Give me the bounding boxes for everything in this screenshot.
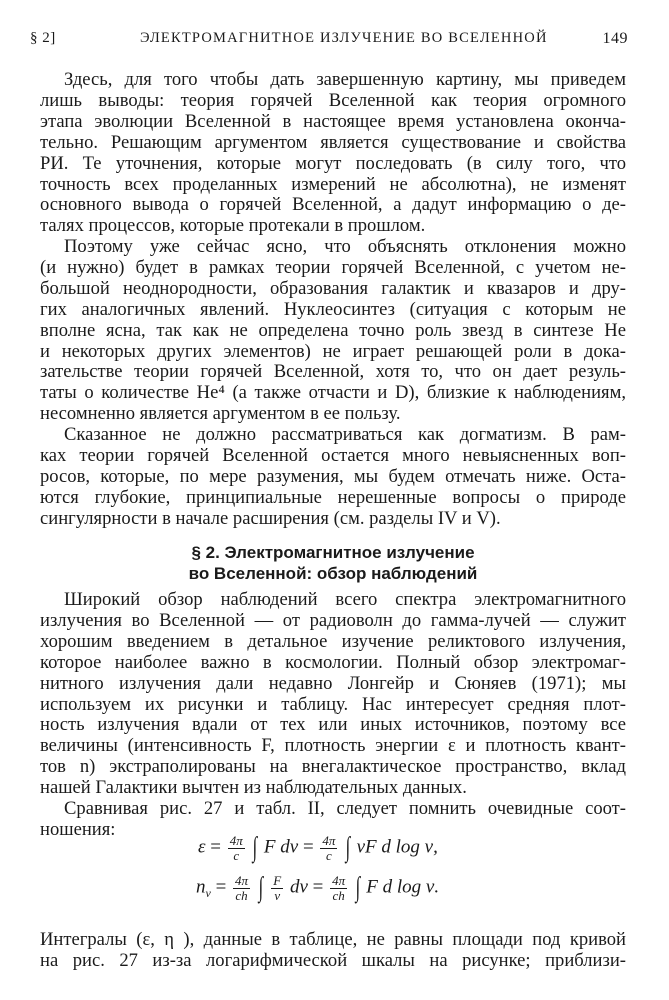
section-heading-line-1: § 2. Электромагнитное излучение (191, 543, 475, 562)
fraction-denominator: ch (332, 887, 345, 903)
text-line: сингулярности в начале расширения (см. разделы IV и V). (40, 507, 501, 529)
text-line: используем их рисунки и таблицу. Нас интересует средняя плот- (40, 693, 626, 715)
fraction-denominator: ch (235, 887, 248, 903)
text-line: точность всех проделанных измерений не абсолютна), не изменят (40, 173, 626, 195)
equals-sign: = (215, 876, 227, 898)
integrand: dν (289, 876, 308, 898)
text-line: Интегралы (ε, η ), данные в таблице, не равны площади под кривой (40, 929, 626, 950)
text-line: росов, которые, по мере разумения, мы будем отмечать ниже. Оста- (40, 465, 626, 487)
section-heading-line-2: во Вселенной: обзор наблюдений (188, 564, 478, 583)
fraction (233, 874, 250, 903)
integral-sign: ∫ (258, 872, 263, 903)
text-line: тельно. Решающим аргументом является существование и свойства (40, 131, 626, 153)
text-line: нашей Галактики вычтен из наблюдательных данных. (40, 777, 467, 799)
paragraph-1 (40, 70, 626, 237)
text-line: Поэтому уже сейчас ясно, что объяснять отклонения можно (64, 236, 626, 257)
text-line: ность излучения вдали от тех или иных источников, поэтому все (40, 714, 626, 736)
text-line: (и нужно) будет в рамках теории горячей Вселенной, с учетом не- (40, 256, 626, 278)
text-line: Широкий обзор наблюдений всего спектра электромагнитного (64, 589, 626, 610)
paragraph-6 (40, 930, 626, 972)
integrand: νF d log ν, (356, 836, 438, 858)
fraction (320, 834, 337, 863)
paragraph-3 (40, 425, 626, 530)
text-line: излучения во Вселенной — от радиоволн до гамма-лучей — служит (40, 609, 626, 631)
text-line: таты о количестве He⁴ (а также отчасти и D), близкие к наблюдениям, (40, 382, 626, 404)
text-line: и некоторых других элементов) не играет решающей роли в дока- (40, 340, 626, 362)
fraction-denominator: c (233, 847, 240, 863)
formula-lhs: ε (198, 836, 206, 858)
text-line: Здесь, для того чтобы дать завершенную картину, мы приведем (64, 69, 626, 90)
text-line: нитного излучения дали недавно Лонгейр и Сюняев (1971); мы (40, 672, 626, 694)
fraction (330, 874, 347, 903)
formula-energy-density (198, 832, 438, 864)
text-line: на рис. 27 из-за логарифмической шкалы на рисунке; приблизи- (40, 949, 626, 971)
formula-lhs-subscript: ν (205, 886, 211, 901)
text-line: ются глубокие, принципиальные нерешенные вопросы о природе (40, 486, 626, 508)
text-line: зательстве теории горячей Вселенной, хотя то, что он дает резуль- (40, 361, 626, 383)
section-heading (40, 542, 626, 584)
text-line: этапа эволюции Вселенной в настоящее время установлена оконча- (40, 110, 626, 132)
text-line: величины (интенсивность F, плотность энергии ε и плотность квант- (40, 735, 626, 757)
text-line: талях процессов, которые протекали в прошлом. (40, 215, 426, 237)
fraction (228, 834, 245, 863)
integrand: F d log ν. (366, 876, 440, 898)
formula-lhs: n (196, 876, 206, 898)
fraction (271, 874, 283, 903)
fraction-denominator: ν (274, 887, 281, 903)
integral-sign: ∫ (345, 832, 351, 863)
text-line: вполне ясна, так как не определена точно роль звезд в синтезе He (40, 319, 626, 341)
paragraph-4 (40, 590, 626, 799)
paragraph-2 (40, 237, 626, 425)
text-line: которое наиболее важно в космологии. Полный обзор электромаг- (40, 651, 626, 673)
text-line: несомненно является аргументом в ее пользу. (40, 403, 401, 425)
text-line: ках теории горячей Вселенной остается много невыясненных воп- (40, 444, 626, 466)
text-line: Сказанное не должно рассматриваться как догматизм. В рам- (64, 424, 626, 445)
fraction-numerator: 4π (322, 832, 336, 848)
equals-sign: = (302, 836, 314, 858)
fraction-denominator: c (326, 847, 332, 863)
fraction-numerator: 4π (229, 832, 243, 848)
running-header (30, 30, 628, 54)
integrand: F dν (263, 836, 299, 858)
equals-sign: = (312, 876, 324, 898)
text-line: ношения: (40, 818, 116, 840)
text-line: тов n) экстраполированы на внегалактическое пространство, вклад (40, 756, 626, 778)
formula-photon-density (196, 872, 439, 904)
fraction-numerator: 4π (235, 872, 249, 888)
text-line: хорошим введением в детальное изучение реликтового излучения, (40, 630, 626, 652)
text-line: гих аналогичных явлений. Нуклеосинтез (ситуация с которым не (40, 298, 626, 320)
text-line: РИ. Те уточнения, которые могут последовать (в силу того, что (40, 152, 626, 174)
fraction-numerator: F (273, 872, 282, 888)
header-title: ЭЛЕКТРОМАГНИТНОЕ ИЗЛУЧЕНИЕ ВО ВСЕЛЕННОЙ (140, 30, 548, 46)
fraction-numerator: 4π (332, 872, 346, 888)
text-line: Сравнивая рис. 27 и табл. II, следует помнить очевидные соот- (64, 798, 626, 819)
text-line: лишь выводы: теория горячей Вселенной как теория огромного (40, 89, 626, 111)
text-line: основного вывода о горячей Вселенной, а дадут информацию о де- (40, 194, 626, 216)
equals-sign: = (210, 836, 221, 858)
integral-sign: ∫ (253, 832, 258, 863)
integral-sign: ∫ (355, 872, 360, 903)
header-section-ref: § 2] (30, 30, 56, 46)
text-line: большой неоднородности, образования галактик и квазаров и дру- (40, 277, 626, 299)
page-number: 149 (602, 30, 628, 47)
